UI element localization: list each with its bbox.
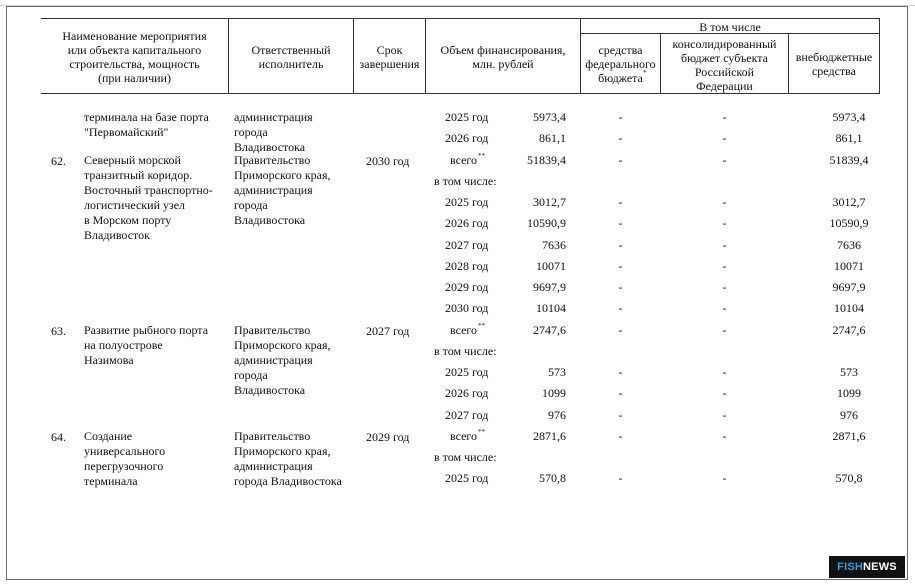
period-label: 2026 год [445,131,489,146]
federal-budget-value: - [618,152,623,167]
federal-budget-value: - [618,280,623,294]
regional-budget-value: - [722,428,727,443]
header-col-regional-line: Российской [694,65,755,79]
header-col-federal-line: федерального [585,57,656,71]
federal-budget-value: - [618,322,623,337]
entry-responsible-line: администрация [234,182,313,197]
period-label: 2027 год [445,407,489,422]
header-col-resp-line: исполнитель [258,57,324,71]
extrabudgetary-value: 861,1 [835,131,863,146]
entry-name-line: Создание [84,428,133,443]
fishnews-watermark-logo [829,556,905,578]
financing-volume-value: 2747,6 [533,322,566,337]
entry-completion-term: 2030 год [366,153,410,168]
header-col-term-line: завершения [359,57,420,71]
regional-budget-value: - [722,110,727,124]
entry-completion-term: 2027 год [366,323,410,338]
federal-budget-value: - [618,301,623,316]
entry-name-line: в Морском порту [84,212,172,227]
extrabudgetary-value: 2871,6 [832,428,866,443]
header-col-extra-line: внебюджетные [795,50,873,64]
entry-number: 64. [51,429,66,444]
regional-budget-value: - [722,131,727,146]
regional-budget-value: - [722,195,727,209]
entry-name-line: на полуострове [84,337,163,352]
header-col-name-line: строительства, мощность [69,57,200,71]
entry-name-line: перегрузочного [84,458,164,473]
period-label: 2029 год [445,280,489,294]
entry-responsible-line: Правительство [234,322,311,337]
logo-part-a: FISH [837,561,864,573]
federal-budget-value: - [618,428,623,443]
regional-budget-value: - [722,365,727,379]
entry-responsible-line: Владивостока [234,382,306,397]
financing-volume-value: 1099 [542,386,566,401]
entry-responsible-line: города [234,125,268,139]
federal-budget-value: - [618,110,623,124]
header-col-name-line: Наименование мероприятия [62,29,207,43]
period-label: 2027 год [445,237,489,252]
financing-volume-value: 3012,7 [533,195,566,209]
entry-responsible-line: Владивостока [234,212,306,227]
entry-responsible-line: Владивостока [234,140,306,154]
including-label: в том числе: [434,173,497,188]
period-label: всего [450,152,478,167]
regional-budget-value: - [722,152,727,167]
federal-budget-value: - [618,237,623,252]
extrabudgetary-value: 10104 [834,301,864,316]
entry-name-line: Восточный транспортно- [84,182,213,197]
period-label: 2026 год [445,386,489,401]
header-col-regional-line: Федерации [696,79,753,93]
header-col-name-line: или объекта капитального [67,43,202,57]
entry-responsible-line: города Владивостока [234,473,342,488]
entry-responsible-line: Правительство [234,152,311,167]
header-col-extra-line: средства [811,64,856,78]
total-footnote-mark: ** [478,427,485,436]
header-col-volume-line: Объем финансирования, [440,43,566,57]
header-col-regional-line: консолидированный [672,37,777,51]
federal-budget-value: - [618,216,623,231]
entry-responsible-line: Приморского края, [234,337,331,352]
period-label: 2025 год [445,471,489,486]
regional-budget-value: - [722,216,727,231]
financing-volume-value: 861,1 [539,131,566,146]
period-label: 2025 год [445,365,489,379]
financing-volume-value: 5973,4 [533,110,566,124]
period-label: 2025 год [445,195,489,209]
regional-budget-value: - [722,407,727,422]
header-col-resp-line: Ответственный [251,43,331,57]
entry-responsible-line: Правительство [234,428,311,443]
entry-name-line: логистический узел [84,197,186,212]
entry-name-line: Назимова [84,352,134,367]
extrabudgetary-value: 5973,4 [832,110,866,124]
header-col-federal-line: бюджета [598,71,643,85]
entry-responsible-line: Приморского края, [234,443,331,458]
financing-volume-value: 9697,9 [533,280,566,294]
period-label: всего [450,428,478,443]
logo-part-b: NEWS [863,561,897,573]
federal-budget-value: - [618,386,623,401]
regional-budget-value: - [722,258,727,273]
extrabudgetary-value: 10071 [834,258,864,273]
extrabudgetary-value: 9697,9 [832,280,866,294]
financing-volume-value: 573 [548,365,566,379]
federal-budget-value: - [618,195,623,209]
entry-number: 63. [51,323,66,338]
total-footnote-mark: ** [478,321,485,330]
financing-volume-value: 10071 [536,258,566,273]
regional-budget-value: - [722,280,727,294]
financing-volume-value: 10590,9 [527,216,566,231]
federal-budget-value: - [618,407,623,422]
extrabudgetary-value: 51839,4 [829,152,869,167]
regional-budget-value: - [722,471,727,486]
header-federal-footnote-mark: * [643,69,647,77]
header-col-regional-line: бюджет субъекта [680,51,768,65]
entry-name-line: Развитие рыбного порта [84,322,209,337]
extrabudgetary-value: 10590,9 [829,216,869,231]
extrabudgetary-value: 573 [840,365,858,379]
header-col-name-line: (при наличии) [98,71,171,85]
entry-completion-term: 2029 год [366,429,410,444]
entry-responsible-line: администрация [234,110,313,124]
entry-name-line: Владивосток [84,227,150,242]
entry-responsible-line: администрация [234,352,313,367]
period-label: 2028 год [445,258,489,273]
entry-name-line: "Первомайский" [84,125,169,139]
extrabudgetary-value: 2747,6 [832,322,866,337]
federal-budget-value: - [618,471,623,486]
entry-responsible-line: города [234,367,268,382]
financing-volume-value: 976 [548,407,566,422]
entry-name-line: универсального [84,443,166,458]
header-col-volume-line: млн. рублей [472,57,534,71]
entry-responsible-line: администрация [234,458,313,473]
extrabudgetary-value: 3012,7 [832,195,866,209]
federal-budget-value: - [618,365,623,379]
extrabudgetary-value: 570,8 [835,471,863,486]
header-top-rule [41,18,879,19]
financing-volume-value: 7636 [542,237,566,252]
financing-volume-value: 51839,4 [527,152,566,167]
period-label: 2030 год [445,301,489,316]
period-label: 2026 год [445,216,489,231]
extrabudgetary-value: 7636 [837,237,861,252]
financing-volume-value: 10104 [536,301,566,316]
entry-name-line: транзитный коридор. [84,167,193,182]
vline-7 [879,18,880,94]
extrabudgetary-value: 976 [840,407,858,422]
financing-volume-value: 2871,6 [533,428,566,443]
entry-name-line: Северный морской [84,152,181,167]
period-label: 2025 год [445,110,489,124]
entry-number: 62. [51,153,66,168]
entry-name-line: терминала на базе порта [84,110,209,124]
regional-budget-value: - [722,237,727,252]
entry-name-line: терминала [84,473,138,488]
regional-budget-value: - [722,386,727,401]
regional-budget-value: - [722,301,727,316]
including-label: в том числе: [434,450,497,464]
extrabudgetary-value: 1099 [837,386,861,401]
financing-volume-value: 570,8 [539,471,566,486]
header-bottom-rule [41,93,879,94]
entry-responsible-line: города [234,197,268,212]
including-label: в том числе: [434,343,497,358]
entry-responsible-line: Приморского края, [234,167,331,182]
header-including: В том числе [699,20,761,34]
total-footnote-mark: ** [478,151,485,160]
federal-budget-value: - [618,258,623,273]
regional-budget-value: - [722,322,727,337]
federal-budget-value: - [618,131,623,146]
period-label: всего [450,322,478,337]
header-col-federal-line: средства [598,43,643,57]
header-col-term-line: Срок [376,43,403,57]
